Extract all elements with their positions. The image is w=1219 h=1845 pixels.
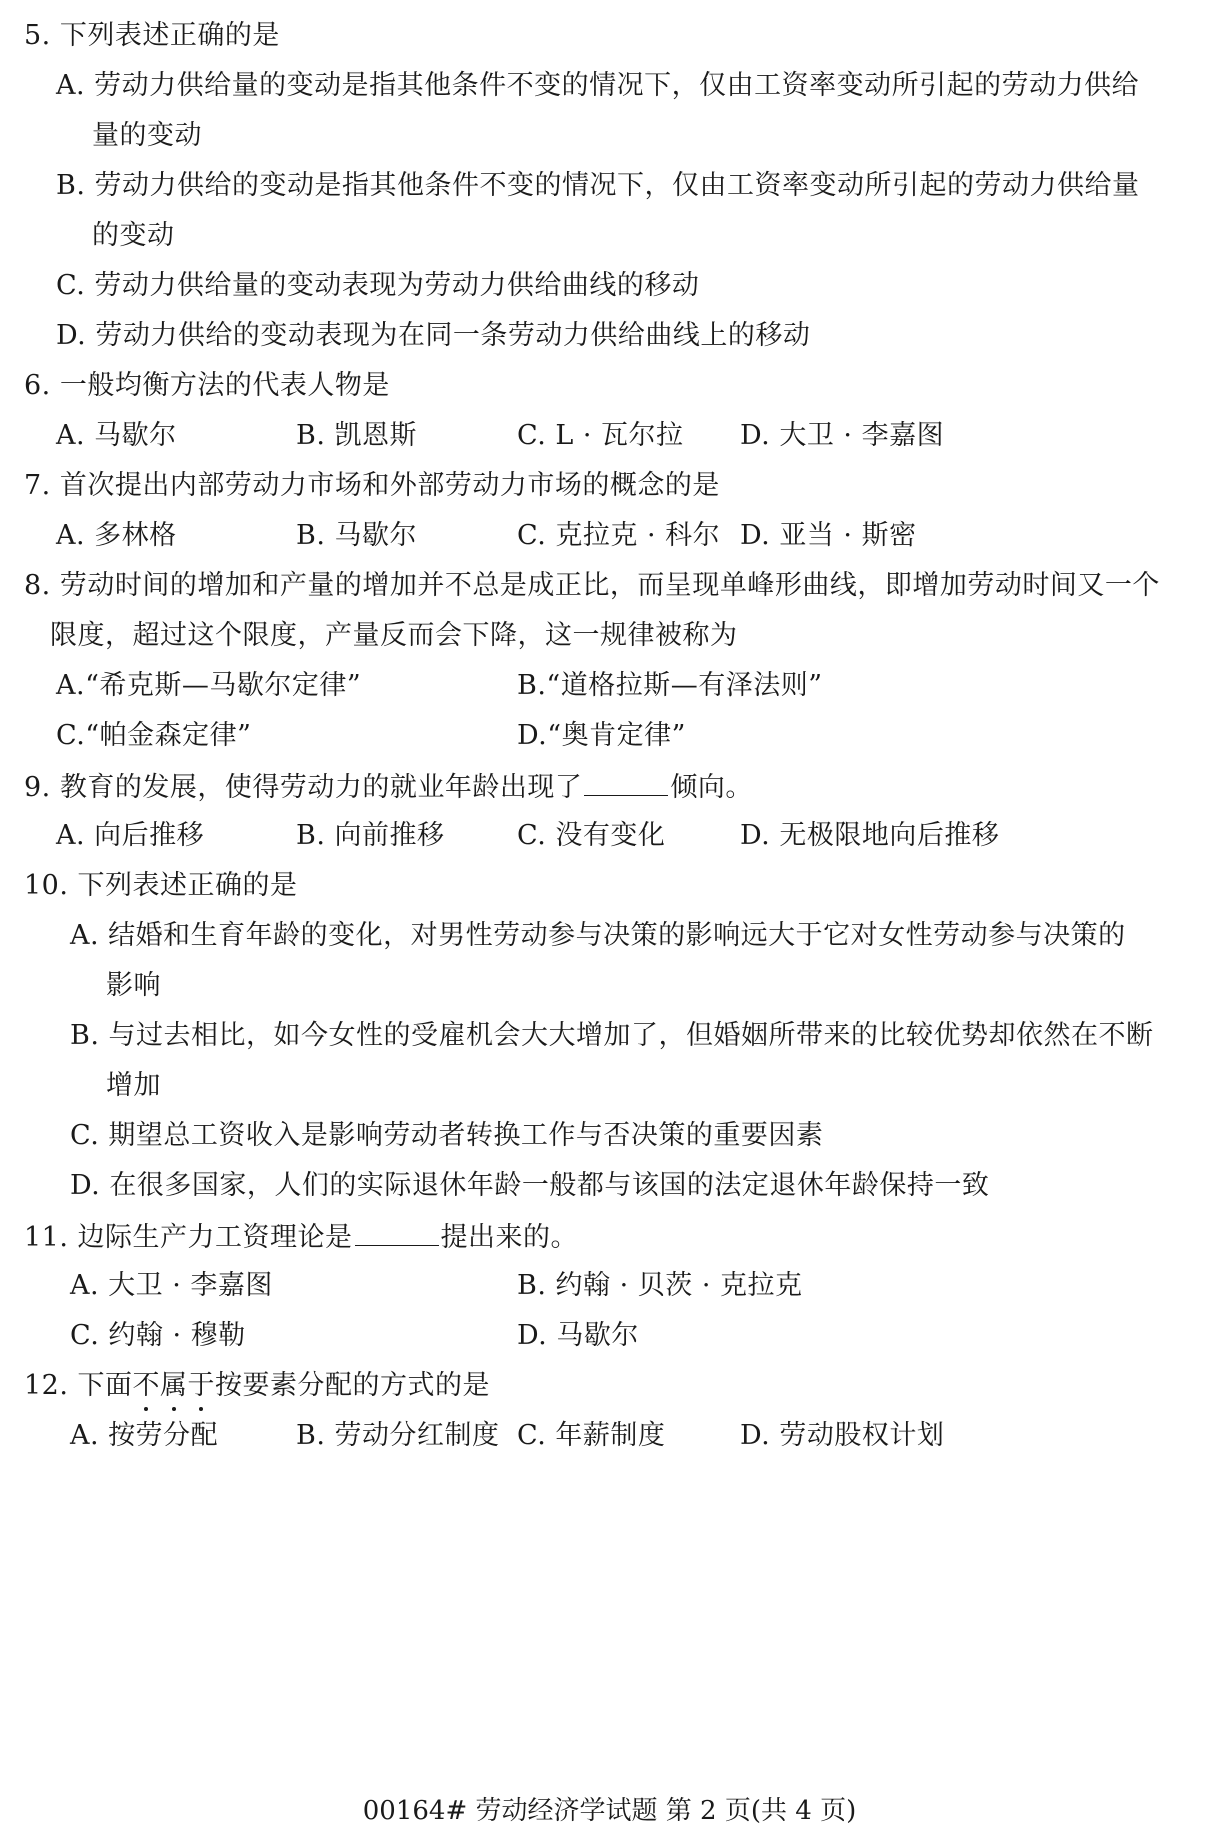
q10-stem: 10. 下列表述正确的是 — [24, 870, 298, 901]
q6-option-c: C. L · 瓦尔拉 — [517, 420, 684, 451]
q12-option-d: D. 劳动股权计划 — [740, 1420, 945, 1451]
q7-option-d: D. 亚当 · 斯密 — [740, 520, 917, 551]
q8-option-b: B.“道格拉斯—有泽法则” — [517, 670, 823, 701]
page-footer: 00164# 劳动经济学试题 第 2 页(共 4 页) — [362, 1796, 857, 1826]
q10-option-b-line1: B. 与过去相比，如今女性的受雇机会大大增加了，但婚姻所带来的比较优势却依然在不断 — [70, 1020, 1154, 1051]
q12-stem — [24, 1369, 490, 1403]
q5-option-b-line2: 的变动 — [92, 220, 175, 251]
q11-option-c: C. 约翰 · 穆勒 — [70, 1320, 246, 1351]
q11-stem — [24, 1219, 578, 1255]
q10-option-b-line2: 增加 — [106, 1070, 161, 1101]
q5-stem: 5. 下列表述正确的是 — [24, 20, 280, 51]
q8-option-d: D.“奥肯定律” — [517, 720, 686, 751]
q10-option-a-line2: 影响 — [106, 970, 161, 1001]
q6-option-a: A. 马歇尔 — [56, 420, 177, 451]
q9-stem-text: 9. 教育的发展，使得劳动力的就业年龄出现了 — [24, 772, 583, 803]
q11-stem-text: 11. 边际生产力工资理论是 — [24, 1222, 353, 1253]
q12-option-b: B. 劳动分红制度 — [296, 1420, 500, 1451]
q9-option-c: C. 没有变化 — [517, 820, 666, 851]
q12-stem-tail: 按要素分配的方式的是 — [215, 1370, 491, 1401]
q8-stem-line1: 8. 劳动时间的增加和产量的增加并不总是成正比，而呈现单峰形曲线，即增加劳动时间又一个 — [24, 570, 1160, 601]
q9-stem — [24, 769, 753, 805]
q11-option-b: B. 约翰 · 贝茨 · 克拉克 — [517, 1270, 803, 1301]
q9-option-b: B. 向前推移 — [296, 820, 445, 851]
q5-option-d: D. 劳动力供给的变动表现为在同一条劳动力供给曲线上的移动 — [56, 320, 811, 351]
q9-option-d: D. 无极限地向后推移 — [740, 820, 1000, 851]
q7-stem: 7. 首次提出内部劳动力市场和外部劳动力市场的概念的是 — [24, 470, 720, 501]
q12-option-a: A. 按劳分配 — [70, 1420, 219, 1451]
q9-stem-tail: 倾向。 — [670, 772, 753, 803]
q11-answer-blank — [355, 1219, 439, 1246]
q10-option-a-line1: A. 结婚和生育年龄的变化，对男性劳动参与决策的影响远大于它对女性劳动参与决策的 — [70, 920, 1126, 951]
q5-option-c: C. 劳动力供给量的变动表现为劳动力供给曲线的移动 — [56, 270, 700, 301]
q6-stem: 6. 一般均衡方法的代表人物是 — [24, 370, 390, 401]
q6-option-b: B. 凯恩斯 — [296, 420, 418, 451]
q5-option-a-line2: 量的变动 — [92, 120, 202, 151]
q7-option-c: C. 克拉克 · 科尔 — [517, 520, 721, 551]
q8-option-c: C.“帕金森定律” — [56, 720, 252, 751]
q12-emphasis-char-1: 不 — [132, 1370, 161, 1401]
q5-option-b-line1: B. 劳动力供给的变动是指其他条件不变的情况下，仅由工资率变动所引起的劳动力供给量 — [56, 170, 1140, 201]
q6-option-d: D. 大卫 · 李嘉图 — [740, 420, 945, 451]
q10-option-c: C. 期望总工资收入是影响劳动者转换工作与否决策的重要因素 — [70, 1120, 824, 1151]
q7-option-b: B. 马歇尔 — [296, 520, 418, 551]
q8-stem-line2: 限度，超过这个限度，产量反而会下降，这一规律被称为 — [50, 620, 738, 651]
q7-option-a: A. 多林格 — [56, 520, 177, 551]
q8-option-a: A.“希克斯—马歇尔定律” — [56, 670, 362, 701]
q9-answer-blank — [584, 769, 668, 796]
q12-stem-text: 12. 下面 — [24, 1370, 133, 1401]
q11-option-d: D. 马歇尔 — [517, 1320, 639, 1351]
q12-emphasis-char-3: 于 — [187, 1370, 216, 1401]
q9-option-a: A. 向后推移 — [56, 820, 205, 851]
q11-stem-tail: 提出来的。 — [440, 1222, 579, 1253]
q11-option-a: A. 大卫 · 李嘉图 — [70, 1270, 273, 1301]
q10-option-d: D. 在很多国家，人们的实际退休年龄一般都与该国的法定退休年龄保持一致 — [70, 1170, 990, 1201]
q12-option-c: C. 年薪制度 — [517, 1420, 666, 1451]
q5-option-a-line1: A. 劳动力供给量的变动是指其他条件不变的情况下，仅由工资率变动所引起的劳动力供给 — [56, 70, 1140, 101]
q12-emphasis-char-2: 属 — [160, 1370, 188, 1401]
